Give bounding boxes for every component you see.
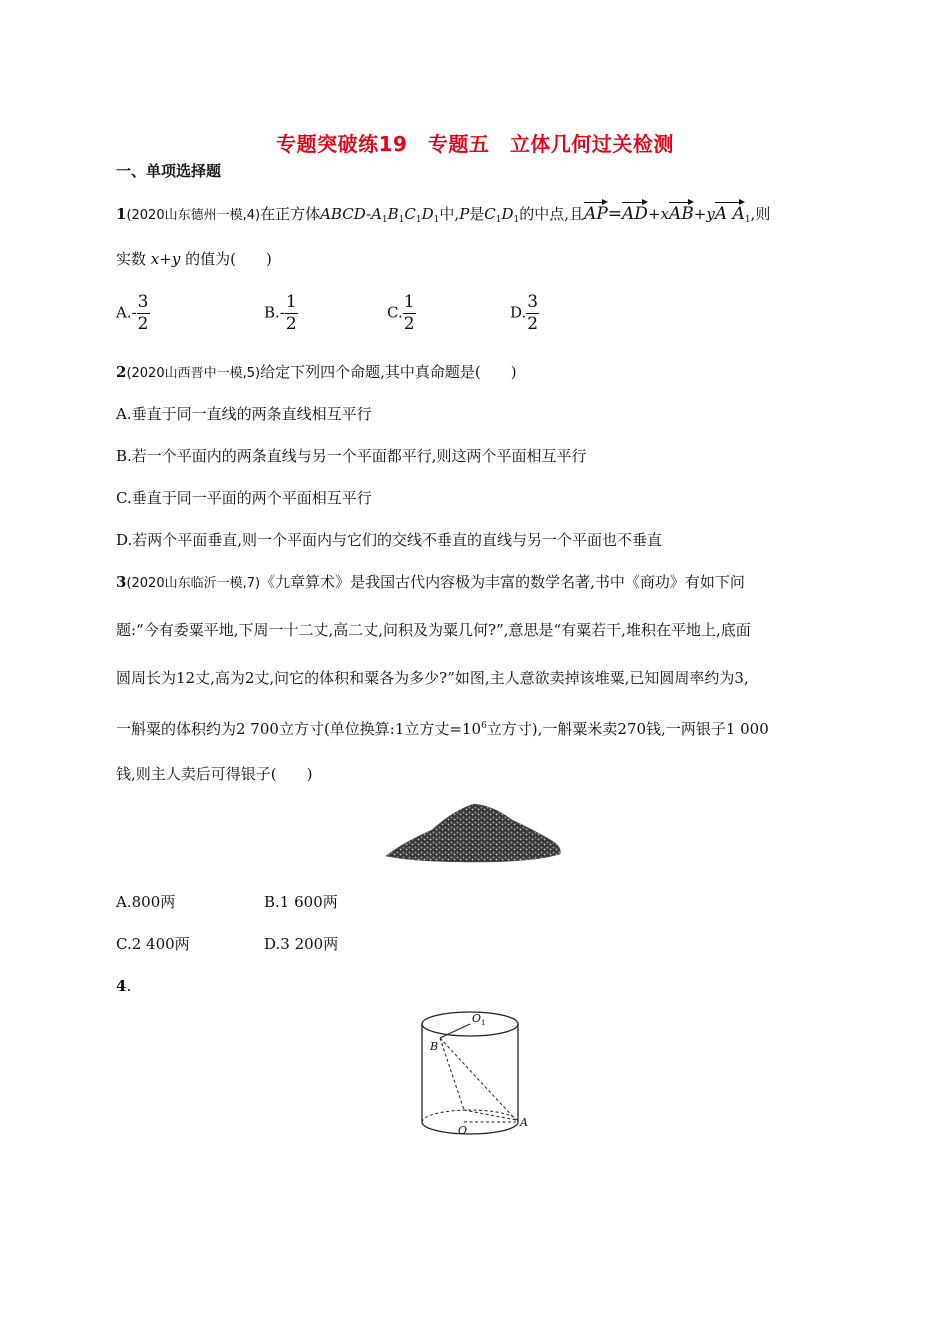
q1-expr: x+y [150,250,181,268]
q2-option-c[interactable]: C.垂直于同一平面的两个平面相互平行 [116,489,372,507]
label-a: A [520,1116,528,1129]
page-title: 专题突破练19 专题五 立体几何过关检测 [276,132,674,156]
q2-number: 2 [116,363,127,381]
q2-option-b[interactable]: B.若一个平面内的两条直线与另一个平面都平行,则这两个平面相互平行 [116,447,587,465]
section-heading: 一、单项选择题 [116,162,222,180]
q2-source: (2020山西晋中一模,5) [126,366,261,381]
bottom-front-arc [422,1122,518,1134]
q3-option-a[interactable]: A.800两 [116,893,176,911]
q3-option-d[interactable]: D.3 200两 [264,935,339,953]
q3-line3: 圆周长为12丈,高为2丈,问它的体积和粟各为多少?”如图,主人意欲卖掉该堆粟,已知圆周率约为3, [116,669,749,687]
q3-line4 [116,716,769,739]
q3-text4b: 立方寸),一斛粟米卖270钱,一两银子1 000 [486,720,769,738]
q2-option-a[interactable]: A.垂直于同一直线的两条直线相互平行 [116,405,372,423]
numerator: 3 [527,292,539,312]
numerator: 3 [137,292,149,312]
denominator: 2 [527,314,539,334]
q1-point-p: P [459,205,470,223]
q1-option-a[interactable] [116,292,150,335]
label-o1-sub: 1 [481,1019,486,1027]
q1-number: 1 [116,205,127,223]
q3-option-c[interactable]: C.2 400两 [116,935,190,953]
q1-eq: = [607,204,623,224]
q3-line5: 钱,则主人卖后可得银子( ) [116,765,313,783]
grain-pile-image [384,796,564,864]
q1-cube-name: ABCD-A [320,205,382,223]
q1-plus1: + [647,205,661,223]
vector-ap: AP [584,200,608,224]
label-b: B [430,1040,439,1053]
q1-option-b[interactable] [264,292,298,335]
label-o1: O [472,1012,482,1025]
option-label: A.- [116,303,137,322]
q3-source: (2020山东临沂一模,7) [126,576,261,591]
segment-b-a [440,1038,516,1120]
q1-text-d: 的中点,且 [519,205,585,223]
q1-option-c[interactable] [387,292,416,335]
cylinder-diagram [410,1008,540,1146]
q1-line2: 实数 [116,250,147,268]
numerator: 1 [285,292,297,312]
q1-after: ,则 [750,205,771,223]
vector-ad: AD [622,200,648,224]
q4-dot: . [126,977,132,995]
fraction [137,292,150,335]
q1-stem-line1: 1(2020山东德州一模,4)在正方体ABCD-$A_1B_1C_1D_1$中,P是$C_1D_1$的中点,且AP=AD+xAB+yA $A_1$,则 [116,200,770,230]
q1-option-d[interactable] [510,292,539,335]
denominator: 2 [285,314,297,334]
denominator: 2 [137,314,149,334]
q3-number: 3 [116,573,127,591]
denominator: 2 [403,314,415,334]
option-label: B.- [264,303,285,322]
q1-line2-end: 的值为( ) [185,250,272,268]
q2-option-d[interactable]: D.若两个平面垂直,则一个平面内与它们的交线不垂直的直线与另一个平面也不垂直 [116,531,663,549]
q2-stem [116,362,517,384]
q4-number: 4 [116,977,127,995]
q1-plus2: + [693,205,707,223]
q1-var-y: y [706,205,715,223]
q3-text1: 《九章算术》是我国古代内容极为丰富的数学名著,书中《商功》有如下问 [260,573,745,591]
q3-line2: 题:“今有委粟平地,下周一十二丈,高二丈,问积及为粟几何?”,意思是“有粟若干,堆积在平地上,底面 [116,621,751,639]
q1-text: 在正方体 [260,205,321,223]
fraction [526,292,539,335]
label-o: O [458,1124,468,1137]
fraction [285,292,298,335]
q4-stem [116,976,131,996]
q3-line1 [116,572,745,594]
vector-ab: AB [669,200,694,224]
vector-aa1: A A [715,200,745,224]
q1-text-c: 是 [469,205,485,223]
bottom-back-arc [422,1110,518,1122]
option-label: C. [387,303,403,322]
q2-stem-text: 给定下列四个命题,其中真命题是( ) [260,363,517,381]
numerator: 1 [403,292,415,312]
q1-var-x: x [660,205,669,223]
q1-sub1: 1 [744,215,751,225]
segment-b-foot [440,1038,464,1110]
option-label: D. [510,303,527,322]
q1-source: (2020山东德州一模,4) [126,208,261,223]
q3-option-b[interactable]: B.1 600两 [264,893,338,911]
fraction [403,292,416,335]
q1-stem-line2 [116,249,272,269]
q1-text-b: 中, [439,205,460,223]
q3-text4a: 一斛粟的体积约为2 700立方寸(单位换算:1立方丈=10 [116,720,482,738]
q3-exponent: 6 [481,721,487,731]
